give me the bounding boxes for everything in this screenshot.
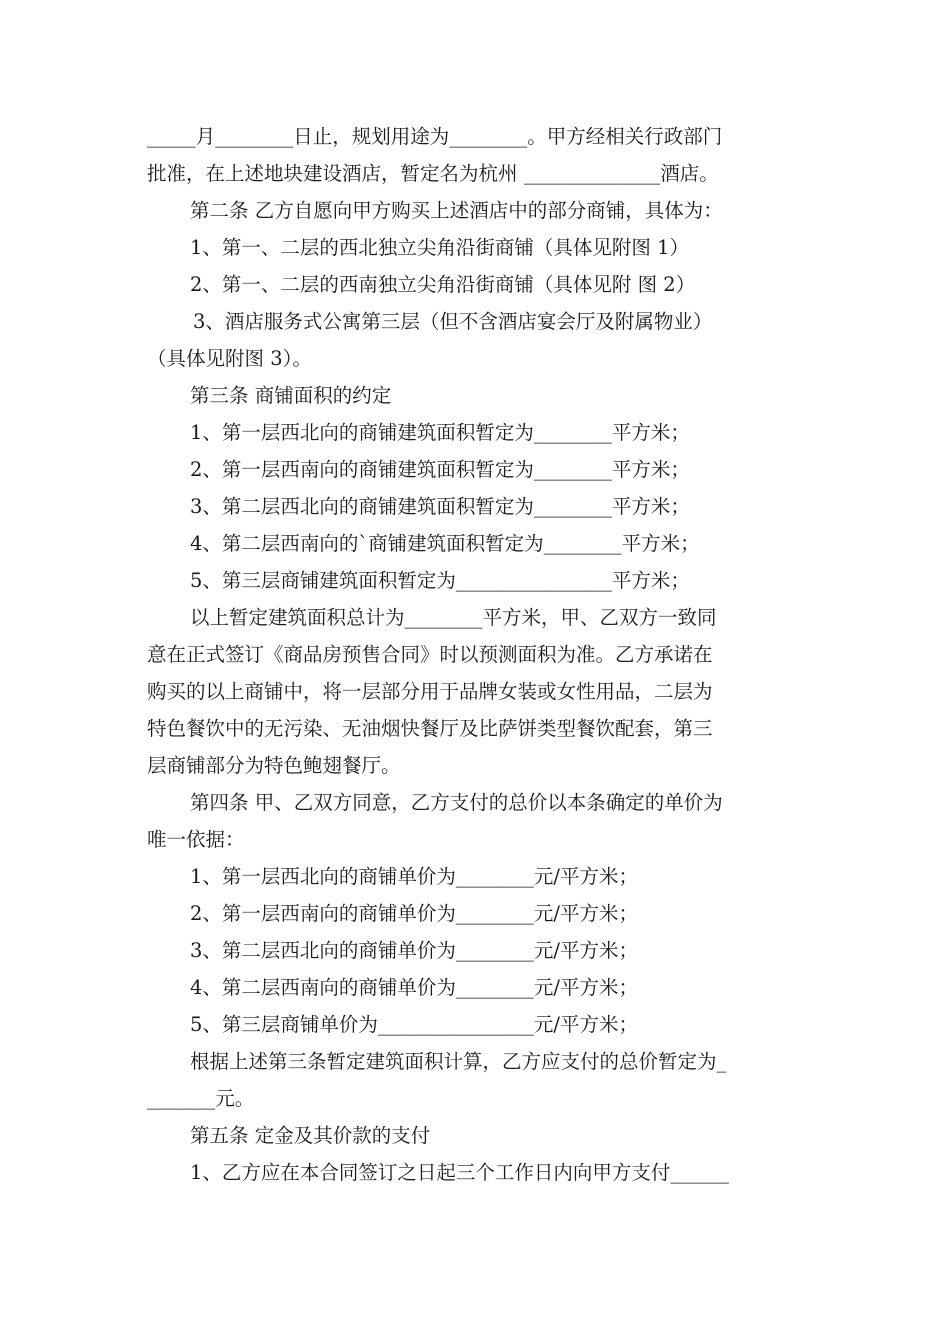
list-item: 3、第二层西北向的商铺单价为________元/平方米；: [190, 939, 638, 962]
text-line: 层商铺部分为特色鲍翅餐厅。: [147, 754, 401, 777]
list-item: 5、第三层商铺建筑面积暂定为________________平方米；: [190, 569, 690, 592]
text-line: （具体见附图 3）。: [147, 347, 312, 370]
article-heading: 第三条 商铺面积的约定: [190, 384, 392, 407]
article-heading: 第五条 定金及其价款的支付: [190, 1124, 431, 1147]
text-line: 唯一依据：: [147, 828, 245, 851]
text-line: 意在正式签订《商品房预售合同》时以预测面积为准。乙方承诺在: [147, 643, 713, 666]
text-line: _______元。: [147, 1087, 255, 1110]
list-item: 4、第二层西南向的商铺单价为________元/平方米；: [190, 976, 638, 999]
text-line: _____月________日止，规划用途为________。甲方经相关行政部门: [147, 125, 723, 148]
list-item: 2、第一层西南向的商铺单价为________元/平方米；: [190, 902, 638, 925]
text-line: 购买的以上商铺中，将一层部分用于品牌女装或女性用品，二层为: [147, 680, 713, 703]
list-item: 3、酒店服务式公寓第三层（但不含酒店宴会厅及附属物业）: [193, 310, 713, 333]
document-body: [147, 118, 812, 1191]
list-item: 3、第二层西北向的商铺建筑面积暂定为________平方米；: [190, 495, 690, 518]
text-line: 以上暂定建筑面积总计为________平方米，甲、乙双方一致同: [190, 606, 717, 629]
list-item: 4、第二层西南向的`商铺建筑面积暂定为________平方米；: [190, 532, 700, 555]
article-heading: 第四条 甲、乙双方同意，乙方支付的总价以本条确定的单价为: [190, 791, 723, 814]
list-item: 2、第一、二层的西南独立尖角沿街商铺（具体见附 图 2）: [190, 273, 696, 296]
list-item: 2、第一层西南向的商铺建筑面积暂定为________平方米；: [190, 458, 690, 481]
article-heading: 第二条 乙方自愿向甲方购买上述酒店中的部分商铺，具体为：: [190, 199, 723, 222]
list-item: 1、第一层西北向的商铺建筑面积暂定为________平方米；: [190, 421, 690, 444]
list-item: 1、第一层西北向的商铺单价为________元/平方米；: [190, 865, 638, 888]
text-line: 批准，在上述地块建设酒店，暂定名为杭州 ______________酒店。: [147, 162, 719, 185]
list-item: 5、第三层商铺单价为________________元/平方米；: [190, 1013, 638, 1036]
text-line: 特色餐饮中的无污染、无油烟快餐厅及比萨饼类型餐饮配套，第三: [147, 717, 713, 740]
list-item: 1、乙方应在本合同签订之日起三个工作日内向甲方支付______: [190, 1161, 729, 1184]
text-line: 根据上述第三条暂定建筑面积计算，乙方应支付的总价暂定为_: [190, 1050, 727, 1073]
list-item: 1、第一、二层的西北独立尖角沿街商铺（具体见附图 1）: [190, 236, 690, 259]
